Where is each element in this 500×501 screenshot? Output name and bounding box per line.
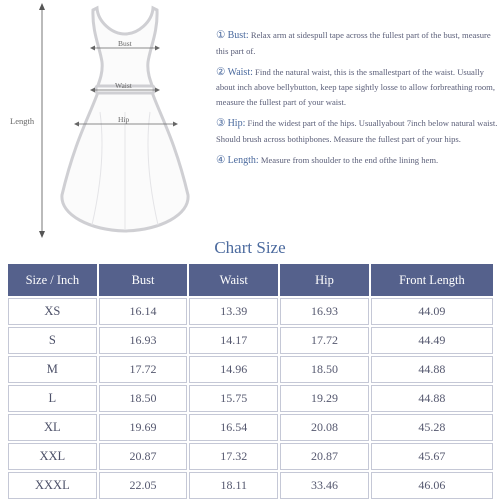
cell-front-length: 45.67 (371, 443, 493, 470)
table-row (8, 385, 493, 412)
cell-size: S (8, 327, 97, 354)
length-arrow-bottom (39, 231, 45, 238)
table-row (8, 327, 493, 354)
table-header-row (8, 264, 493, 296)
header-size: Size / Inch (8, 264, 97, 296)
number-one-icon: ① (216, 30, 226, 41)
instruction-bust (216, 28, 498, 59)
cell-size: XS (8, 298, 97, 325)
instruction-bust-text: Relax arm at sidespull tape across the fullest part of the bust, measure this part of. (216, 30, 491, 56)
cell-size: L (8, 385, 97, 412)
cell-waist: 13.39 (189, 298, 278, 325)
size-table (6, 262, 495, 501)
header-hip: Hip (280, 264, 369, 296)
hip-label: Hip (118, 115, 130, 124)
number-two-icon: ② (216, 66, 226, 78)
table-row (8, 472, 493, 499)
cell-waist: 18.11 (189, 472, 278, 499)
header-waist: Waist (189, 264, 278, 296)
header-bust: Bust (99, 264, 188, 296)
cell-front-length: 44.49 (371, 327, 493, 354)
instruction-length-text: Measure from shoulder to the end ofthe lining hem. (258, 154, 439, 165)
cell-front-length: 44.09 (371, 298, 493, 325)
cell-hip: 19.29 (280, 385, 369, 412)
chart-title: Chart Size (214, 238, 286, 257)
cell-bust: 18.50 (99, 385, 188, 412)
instruction-length-label: Length: (227, 154, 259, 166)
length-arrow-top (39, 3, 45, 10)
instruction-waist (216, 65, 498, 110)
cell-hip: 33.46 (280, 472, 369, 499)
cell-hip: 20.87 (280, 443, 369, 470)
dress-diagram (0, 0, 210, 240)
length-label: Length (10, 116, 35, 126)
cell-hip: 16.93 (280, 298, 369, 325)
cell-bust: 17.72 (99, 356, 188, 383)
cell-hip: 17.72 (280, 327, 369, 354)
cell-bust: 20.87 (99, 443, 188, 470)
instruction-hip-label: Hip: (227, 117, 246, 129)
cell-waist: 17.32 (189, 443, 278, 470)
cell-waist: 16.54 (189, 414, 278, 441)
cell-waist: 15.75 (189, 385, 278, 412)
cell-size: M (8, 356, 97, 383)
bust-label: Bust (118, 39, 132, 48)
cell-front-length: 44.88 (371, 356, 493, 383)
table-row (8, 414, 493, 441)
table-row (8, 356, 493, 383)
measurement-instructions (216, 28, 498, 174)
cell-front-length: 46.06 (371, 472, 493, 499)
instruction-waist-text: Find the natural waist, this is the smallestpart of the waist. Usually about inch above bellybutton, keep tape sightly losse to allow forbreathing room, measure the fullest part of your waist. (216, 66, 495, 108)
cell-bust: 16.14 (99, 298, 188, 325)
instruction-length (216, 153, 498, 169)
header-front-length: Front Length (371, 264, 493, 296)
instruction-hip (216, 116, 498, 147)
cell-front-length: 44.88 (371, 385, 493, 412)
instruction-bust-label: Bust: (227, 30, 249, 41)
cell-waist: 14.17 (189, 327, 278, 354)
cell-bust: 22.05 (99, 472, 188, 499)
cell-size: XXL (8, 443, 97, 470)
cell-size: XXXL (8, 472, 97, 499)
cell-front-length: 45.28 (371, 414, 493, 441)
cell-size: XL (8, 414, 97, 441)
cell-waist: 14.96 (189, 356, 278, 383)
cell-bust: 16.93 (99, 327, 188, 354)
number-three-icon: ③ (216, 117, 226, 129)
waist-label: Waist (115, 81, 132, 90)
cell-bust: 19.69 (99, 414, 188, 441)
number-four-icon: ④ (216, 154, 226, 166)
table-row (8, 443, 493, 470)
instruction-waist-label: Waist: (227, 66, 253, 78)
table-row (8, 298, 493, 325)
cell-hip: 18.50 (280, 356, 369, 383)
cell-hip: 20.08 (280, 414, 369, 441)
instruction-hip-text: Find the widest part of the hips. Usuallyabout 7inch below natural waist. Should brush across bothipbones. Measure the fullest part of your hips. (216, 117, 498, 144)
